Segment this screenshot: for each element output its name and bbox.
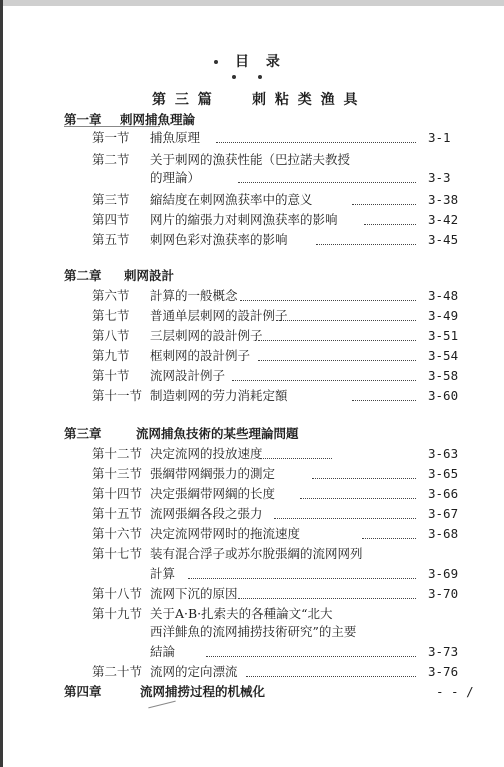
part-title: 刺 粘 类 渔 具	[252, 92, 360, 108]
page-number: 3-48	[428, 288, 459, 303]
section-title-continued: 結論	[150, 644, 176, 659]
section-title: 流网下沉的原因	[150, 586, 238, 601]
section-number: 第十七节	[92, 546, 143, 561]
section-title: 流网張綱各段之張力	[150, 506, 263, 521]
section-number: 第十五节	[92, 506, 143, 521]
section-title: 流网的定向漂流	[150, 664, 238, 679]
section-number: 第十六节	[92, 526, 143, 541]
page-number: 3-65	[428, 466, 459, 481]
section-number: 第三节	[92, 192, 130, 207]
page-number: 3-70	[428, 586, 459, 601]
section-title: 网片的縮張力对刺网漁获率的影响	[150, 212, 338, 227]
toc-title: 目 录	[235, 54, 286, 70]
page-number: 3-1	[428, 130, 451, 145]
section-title: 决定流网带网时的拖流速度	[150, 526, 301, 541]
page-number: 3-66	[428, 486, 459, 501]
dot-leader	[312, 478, 416, 479]
section-title: 决定張綱带网綱的长度	[150, 486, 276, 501]
page-number: 3-68	[428, 526, 459, 541]
dot-leader	[352, 204, 416, 205]
pen-mark	[148, 701, 175, 709]
section-title-continued: 計算	[150, 566, 176, 581]
page-number: 3-76	[428, 664, 459, 679]
section-title: 普通单层刺网的設計例子	[150, 308, 288, 323]
section-title: 計算的一般概念	[150, 288, 238, 303]
page-number: 3-42	[428, 212, 459, 227]
page-number: 3-63	[428, 446, 459, 461]
decorative-dot	[214, 60, 218, 64]
chapter-number: 第二章	[64, 268, 102, 283]
page-number: 3-60	[428, 388, 459, 403]
page-number: 3-73	[428, 644, 459, 659]
section-title: 关于刺网的漁获性能（巴拉諾夫教授	[150, 152, 351, 167]
dot-leader	[300, 498, 416, 499]
dot-leader	[362, 538, 416, 539]
dot-leader	[258, 360, 416, 361]
section-number: 第四节	[92, 212, 130, 227]
section-title: 三层刺网的設計例子	[150, 328, 263, 343]
section-number: 第十二节	[92, 446, 143, 461]
page-number: 3-54	[428, 348, 459, 363]
decorative-dot	[232, 75, 236, 79]
chapter-number: 第一章	[64, 112, 102, 127]
dot-leader	[246, 676, 416, 677]
section-title: 張綱带网綱張力的測定	[150, 466, 276, 481]
section-number: 第二十节	[92, 664, 143, 679]
chapter-number: 第四章	[64, 684, 102, 699]
section-title-continued: 的理論）	[150, 170, 201, 185]
chapter-title: 流网捕捞过程的机械化	[140, 684, 266, 699]
section-number: 第九节	[92, 348, 130, 363]
dot-leader	[206, 656, 416, 657]
binding-edge	[0, 0, 3, 767]
dot-leader	[238, 598, 416, 599]
dot-leader	[316, 244, 416, 245]
section-number: 第十节	[92, 368, 130, 383]
section-number: 第五节	[92, 232, 130, 247]
dot-leader	[240, 300, 416, 301]
chapter-title: 刺网捕魚理論	[120, 112, 196, 127]
section-number: 第十八节	[92, 586, 143, 601]
dot-leader	[238, 182, 416, 183]
page-number: 3-49	[428, 308, 459, 323]
page-number: 3-3	[428, 170, 451, 185]
section-number: 第六节	[92, 288, 130, 303]
section-title: 捕魚原理	[150, 130, 201, 145]
section-title: 关于A·B·扎索夫的各種論文“北大	[150, 606, 333, 621]
chapter-number: 第三章	[64, 426, 102, 441]
dot-leader	[216, 142, 416, 143]
section-title: 决定流网的投放速度	[150, 446, 263, 461]
scan-edge	[0, 0, 504, 6]
section-number: 第一节	[92, 130, 130, 145]
page-number: - - /	[436, 684, 474, 699]
page-number: 3-38	[428, 192, 459, 207]
section-title: 流网設計例子	[150, 368, 226, 383]
page-number: 3-69	[428, 566, 459, 581]
section-title: 框刺网的設計例子	[150, 348, 251, 363]
chapter-title: 流网捕魚技術的某些理論問題	[136, 426, 299, 441]
section-title: 縮結度在刺网漁获率中的意义	[150, 192, 313, 207]
section-number: 第十一节	[92, 388, 143, 403]
decorative-dot	[258, 75, 262, 79]
section-title: 制造刺网的劳力消耗定額	[150, 388, 288, 403]
dot-leader	[274, 518, 416, 519]
section-number: 第二节	[92, 152, 130, 167]
section-number: 第十三节	[92, 466, 143, 481]
dot-leader	[188, 578, 416, 579]
dot-leader	[276, 320, 416, 321]
section-number: 第八节	[92, 328, 130, 343]
page-number: 3-45	[428, 232, 459, 247]
section-number: 第十九节	[92, 606, 143, 621]
section-number: 第七节	[92, 308, 130, 323]
dot-leader	[352, 400, 416, 401]
part-number: 第 三 篇	[152, 92, 214, 108]
dot-leader	[258, 340, 416, 341]
page-number: 3-58	[428, 368, 459, 383]
page-number: 3-51	[428, 328, 459, 343]
section-title-continued: 西洋鯡魚的流网捕捞技術研究”的主要	[150, 624, 357, 639]
chapter-underline	[64, 126, 160, 127]
dot-leader	[260, 458, 332, 459]
dot-leader	[232, 380, 416, 381]
section-title: 刺网色彩对漁获率的影响	[150, 232, 288, 247]
dot-leader	[364, 224, 416, 225]
chapter-title: 刺网設計	[124, 268, 175, 283]
section-number: 第十四节	[92, 486, 143, 501]
section-title: 装有混合浮子或苏尔脫張綱的流网网列	[150, 546, 363, 561]
page-number: 3-67	[428, 506, 459, 521]
